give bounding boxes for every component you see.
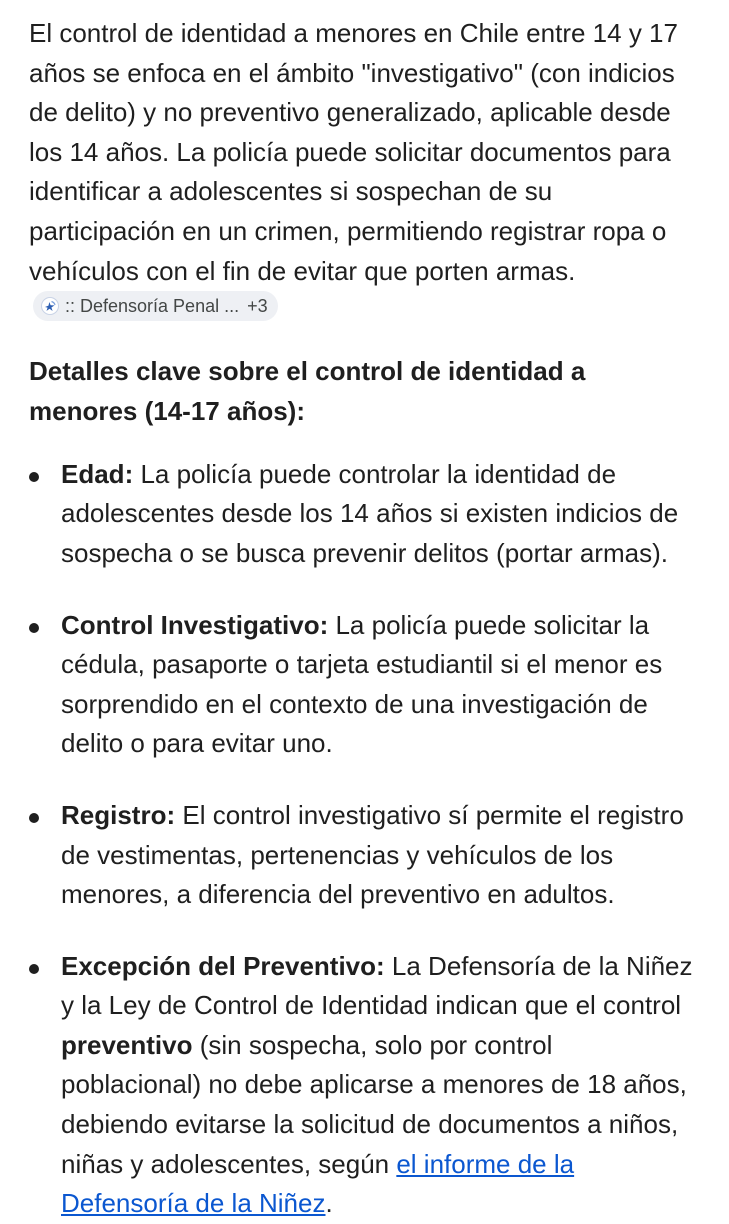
bullet-icon: [29, 623, 39, 633]
list-item-edad: [29, 455, 699, 574]
bullet-icon: [29, 813, 39, 823]
item-term: Edad:: [61, 458, 134, 489]
source-chip-label: :: Defensoría Penal ...: [65, 296, 240, 317]
bullet-icon: [29, 964, 39, 974]
defensoria-report-link[interactable]: el informe de la Defensoría de la Niñez: [61, 1148, 575, 1219]
list-item-excepcion-preventivo: [29, 947, 699, 1224]
bullet-icon: [29, 472, 39, 482]
item-term: Registro:: [61, 799, 176, 830]
item-text: La policía puede controlar la identidad de adolescentes desde los 14 años si existen indicios de sospecha o se busca prevenir delitos (portar armas).: [61, 458, 679, 568]
item-text-after: (sin sospecha, solo por control poblacional) no debe aplicarse a menores de 18 años, debiendo evitarse la solicitud de documentos a niños, niñas y adolescentes, según: [61, 1029, 687, 1179]
list-item-registro: [29, 796, 699, 915]
item-term: Excepción del Preventivo:: [61, 950, 385, 981]
list-item-control-investigativo: [29, 606, 699, 764]
item-text: La policía puede solicitar la cédula, pasaporte o tarjeta estudiantil si el menor es sorprendido en el contexto de una investigación de delito o para evitar uno.: [61, 609, 663, 759]
section-heading: Detalles clave sobre el control de identidad a menores (14-17 años):: [29, 355, 586, 426]
item-bold-word: preventivo: [61, 1029, 193, 1060]
intro-text: El control de identidad a menores en Chile entre 14 y 17 años se enfoca en el ámbito "investigativo" (con indicios de delito) y no preventivo generalizado, aplicable desde los 14 años. La policía puede solicitar documentos para identificar a adolescentes si sospechan de su participación en un crimen, permitiendo registrar ropa o vehículos con el fin de evitar que porten armas.: [29, 18, 678, 286]
details-list: [29, 455, 699, 1224]
item-text-before: La Defensoría de la Niñez y la Ley de Control de Identidad indican que el control: [61, 950, 693, 1021]
source-chip-count: +3: [247, 296, 268, 317]
item-term: Control Investigativo:: [61, 609, 329, 640]
item-text: El control investigativo sí permite el registro de vestimentas, pertenencias y vehículos de los menores, a diferencia del preventivo en adultos.: [61, 799, 684, 910]
intro-paragraph: [29, 14, 699, 331]
source-chip[interactable]: [33, 291, 278, 321]
defensoria-logo-icon: [41, 297, 59, 315]
item-end: .: [325, 1188, 333, 1219]
